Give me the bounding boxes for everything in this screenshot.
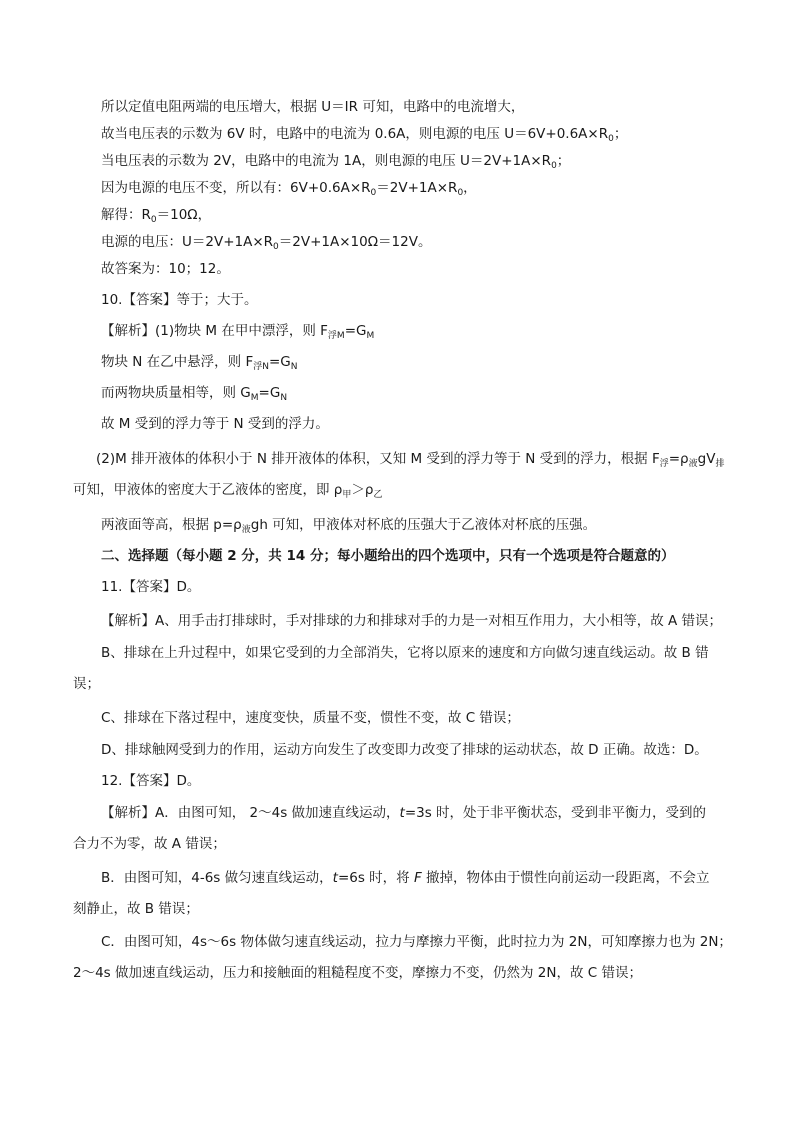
text: =G: [344, 323, 367, 339]
calc-line-6: [101, 232, 431, 252]
q11-analysis-4: [101, 708, 520, 728]
text: D、排球触网受到力的作用，运动方向发生了改变即力改变了排球的运动状态，故 D 正确。故选：D。: [101, 742, 708, 758]
q11-analysis-1: [101, 611, 722, 631]
subscript: 排: [715, 459, 725, 469]
text: 故答案为：10；12。: [101, 261, 230, 277]
text: 当电压表的示数为 2V，电路中的电流为 1A，则电源的电压 U＝2V+1A×R: [101, 153, 552, 169]
text: 物块 N 在乙中悬浮，则 F: [101, 354, 254, 370]
text: =ρ: [668, 451, 689, 467]
section-heading: [101, 546, 674, 566]
text: (2)M 排开液体的体积小于 N 排开液体的体积，又知 M 受到的浮力等于 N 受到的浮力，根据 F: [96, 451, 660, 467]
q11-answer: [101, 577, 200, 597]
q11-analysis-5: [101, 740, 708, 760]
text: 而两物块质量相等，则 G: [101, 385, 251, 401]
subscript: 浮N: [253, 362, 269, 372]
q10-analysis-4: [101, 414, 329, 434]
variable-t: t: [332, 870, 338, 886]
calc-line-4: [101, 178, 477, 198]
text: ＞ρ: [351, 482, 374, 498]
calc-line-3: [101, 151, 570, 171]
subscript: 液: [688, 459, 698, 469]
variable-f: F: [413, 870, 422, 886]
text: ＝10Ω，: [156, 207, 212, 223]
calc-line-7: [101, 259, 230, 279]
text: 两液面等高，根据 p=ρ: [101, 517, 242, 533]
text: 故当电压表的示数为 6V 时，电路中的电流为 0.6A，则电源的电压 U＝6V+0.6A×R: [101, 126, 609, 142]
text: C．由图可知，4s～6s 物体做匀速直线运动，拉力与摩擦力平衡，此时拉力为 2N，可知摩擦力也为 2N；: [101, 934, 732, 950]
text: ，: [463, 180, 477, 196]
q12-answer: [101, 771, 200, 791]
q10-answer: [101, 290, 257, 310]
text: 解得：R: [101, 207, 151, 223]
subscript: 0: [551, 161, 557, 171]
subscript: 0: [457, 188, 464, 198]
text: =6s 时，将: [337, 870, 414, 886]
text: 故 M 受到的浮力等于 N 受到的浮力。: [101, 416, 329, 432]
subscript: 0: [608, 134, 614, 144]
text: 2～4s 做加速直线运动，压力和接触面的粗糙程度不变，摩擦力不变，仍然为 2N，故 C 错误；: [73, 965, 642, 981]
text: 合力不为零，故 A 错误；: [73, 836, 226, 852]
text: gV: [697, 451, 716, 467]
q10-analysis-3: [101, 383, 287, 403]
text: gh 可知，甲液体对杯底的压强大于乙液体对杯底的压强。: [250, 517, 597, 533]
text: 二、选择题（每小题 2 分，共 14 分；每小题给出的四个选项中，只有一个选项是符合题意的）: [101, 548, 675, 564]
subscript: M: [250, 393, 259, 403]
calc-line-5: [101, 205, 211, 225]
q11-analysis-3: [73, 674, 100, 694]
text: 电源的电压：U＝2V+1A×R: [101, 234, 274, 250]
text: C、排球在下落过程中，速度变快，质量不变，惯性不变，故 C 错误；: [101, 710, 520, 726]
q10-analysis-7: [101, 515, 596, 535]
q12-analysis-1: [101, 803, 706, 823]
q12-analysis-4: [73, 899, 199, 919]
text: 12.【答案】D。: [101, 773, 201, 789]
text: 可知，甲液体的密度大于乙液体的密度，即 ρ: [73, 482, 343, 498]
subscript: N: [280, 393, 288, 403]
q10-analysis-5: [96, 449, 724, 469]
q12-analysis-6: [73, 963, 642, 983]
subscript: 0: [273, 242, 279, 252]
q12-analysis-2: [73, 834, 226, 854]
subscript: N: [290, 362, 298, 372]
subscript: 乙: [373, 490, 383, 500]
text: 10.【答案】等于；大于。: [101, 292, 258, 308]
text: 误；: [73, 676, 100, 692]
variable-t: t: [399, 805, 405, 821]
text: 刻静止，故 B 错误；: [73, 901, 199, 917]
q10-analysis-2: [101, 352, 298, 372]
subscript: 0: [150, 215, 157, 225]
subscript: 0: [370, 188, 377, 198]
text: 因为电源的电压不变，所以有：6V+0.6A×R: [101, 180, 371, 196]
text: 【解析】A．由图可知， 2～4s 做加速直线运动，: [101, 805, 400, 821]
q11-analysis-2: [101, 643, 709, 663]
subscript: M: [366, 331, 375, 341]
q10-analysis-1: [101, 321, 374, 341]
text: 所以定值电阻两端的电压增大，根据 U＝IR 可知，电路中的电流增大，: [101, 99, 525, 115]
q12-analysis-3: [101, 868, 710, 888]
text: ＝2V+1A×10Ω＝12V。: [278, 234, 432, 250]
text: B、排球在上升过程中，如果它受到的力全部消失，它将以原来的速度和方向做匀速直线运动。故 B 错: [101, 645, 709, 661]
calc-line-2: [101, 124, 627, 144]
text: =3s 时，处于非平衡状态，受到非平衡力，受到的: [404, 805, 707, 821]
text: ＝2V+1A×R: [376, 180, 458, 196]
text: 撤掉，物体由于惯性向前运动一段距离，不会立: [421, 870, 710, 886]
text: 【解析】A、用手击打排球时，手对排球的力和排球对手的力是一对相互作用力，大小相等，故 A 错误；: [101, 613, 723, 629]
q12-analysis-5: [101, 932, 732, 952]
q10-analysis-6: [73, 480, 382, 500]
text: 11.【答案】D。: [101, 579, 201, 595]
subscript: 液: [241, 525, 251, 535]
text: B．由图可知，4-6s 做匀速直线运动，: [101, 870, 333, 886]
subscript: 浮: [659, 459, 669, 469]
text: =G: [268, 354, 291, 370]
text: ；: [556, 153, 571, 169]
subscript: 浮M: [327, 331, 345, 341]
subscript: 甲: [342, 490, 352, 500]
text: 【解析】(1)物块 M 在甲中漂浮，则 F: [101, 323, 328, 339]
text: ；: [613, 126, 628, 142]
calc-line-1: [101, 97, 524, 117]
text: =G: [258, 385, 281, 401]
